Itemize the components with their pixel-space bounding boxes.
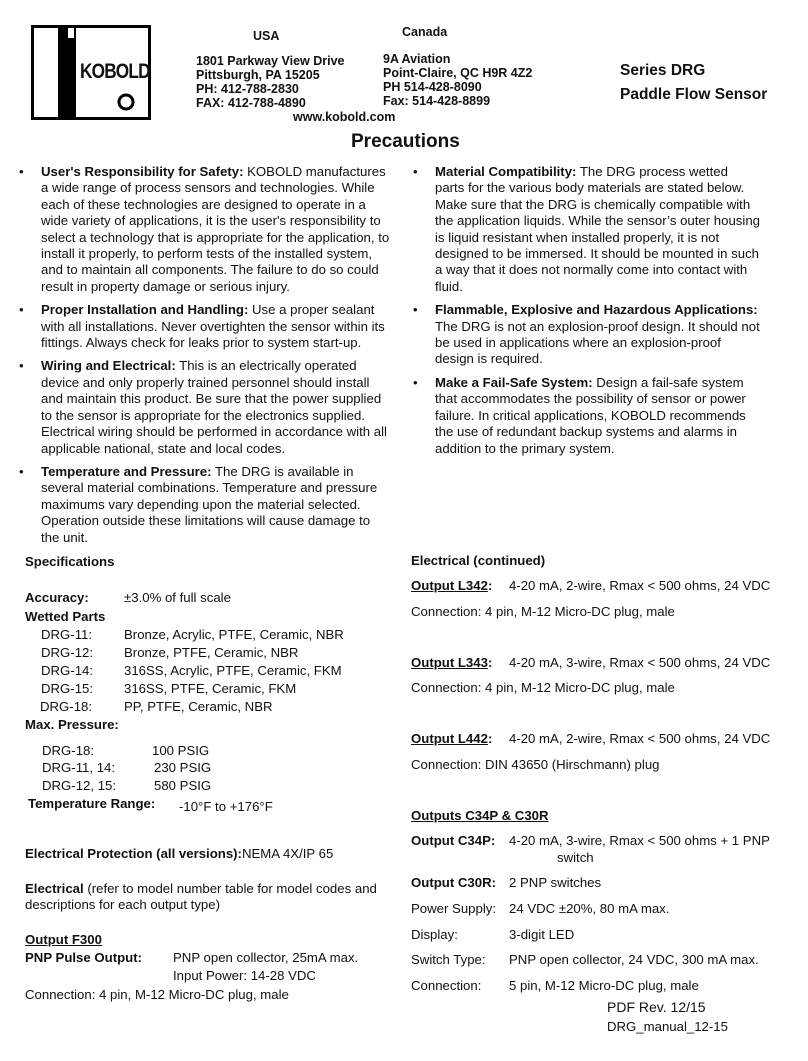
pnp-value-2: Input Power: 14-28 VDC bbox=[173, 968, 316, 983]
precaution-line bbox=[41, 246, 401, 262]
c30r-label: Output C30R: bbox=[411, 875, 496, 890]
c34p-value-2: switch bbox=[557, 850, 594, 865]
precaution-title: Make a Fail-Safe System: bbox=[435, 374, 593, 390]
precaution-text: each of these technologies are designed to operate in a bbox=[41, 196, 366, 212]
precaution-line bbox=[435, 424, 775, 440]
manual-id: DRG_manual_12-15 bbox=[607, 1019, 728, 1034]
wetted-materials: PP, PTFE, Ceramic, NBR bbox=[124, 699, 273, 714]
precaution-line bbox=[435, 375, 775, 391]
precaution-line bbox=[435, 230, 775, 246]
usa-address-line1: 1801 Parkway View Drive bbox=[196, 54, 345, 68]
precaution-text: wide variety of applications, it is the user's responsibility to bbox=[41, 213, 381, 229]
series-name: Series DRG bbox=[620, 62, 706, 79]
page-title: Precautions bbox=[351, 131, 460, 152]
precaution-line bbox=[435, 302, 775, 318]
precautions-right bbox=[413, 164, 775, 457]
precaution-text: that accommodates the possibility of sensor or power bbox=[435, 391, 746, 407]
canada-address-line1: 9A Aviation bbox=[383, 52, 451, 66]
website: www.kobold.com bbox=[293, 110, 396, 124]
precaution-text: maximums vary depending upon the material selected. bbox=[41, 496, 361, 512]
precaution-text: KOBOLD manufactures bbox=[243, 164, 386, 179]
precaution-text: device and only properly trained personnel should install bbox=[41, 374, 370, 390]
l442-value: 4-20 mA, 2-wire, Rmax < 500 ohms, 24 VDC bbox=[509, 731, 771, 746]
precaution-item bbox=[413, 164, 775, 295]
precaution-text: applicable national, state and local codes. bbox=[41, 440, 286, 456]
precaution-text: with all installations. Never overtighten the sensor within its bbox=[41, 318, 385, 334]
pressure-value: 230 PSIG bbox=[154, 760, 212, 775]
l342-label: Output L342 bbox=[411, 578, 488, 593]
output-l442 bbox=[411, 731, 492, 747]
switch-value: PNP open collector, 24 VDC, 300 mA max. bbox=[509, 952, 759, 967]
precaution-item bbox=[413, 302, 775, 368]
precaution-text: fittings. Always check for leaks prior to system start-up. bbox=[41, 335, 362, 351]
wetted-model: DRG-15: bbox=[41, 681, 94, 696]
precaution-line bbox=[435, 351, 775, 367]
precaution-text: the unit. bbox=[41, 529, 88, 545]
bullet-icon: • bbox=[413, 374, 418, 390]
output-l342 bbox=[411, 578, 492, 594]
power-value: 24 VDC ±20%, 80 mA max. bbox=[509, 901, 670, 916]
precaution-line bbox=[41, 375, 401, 391]
c34p-label: Output C34P: bbox=[411, 833, 496, 848]
precaution-line bbox=[41, 180, 401, 196]
outputs-c34p-heading: Outputs C34P & C30R bbox=[411, 808, 549, 823]
l343-value: 4-20 mA, 3-wire, Rmax < 500 ohms, 24 VDC bbox=[509, 655, 771, 670]
l442-colon: : bbox=[487, 731, 493, 746]
canada-address bbox=[383, 52, 532, 108]
usa-fax: FAX: 412-788-4890 bbox=[196, 96, 306, 110]
precaution-item bbox=[19, 358, 401, 456]
precaution-line bbox=[41, 262, 401, 278]
precaution-text: fluid. bbox=[435, 278, 463, 294]
precaution-line bbox=[41, 358, 401, 374]
precaution-line bbox=[435, 246, 775, 262]
canada-phone: PH 514-428-8090 bbox=[383, 80, 482, 94]
precaution-line bbox=[435, 262, 775, 278]
pnp-value-1: PNP open collector, 25mA max. bbox=[173, 950, 359, 965]
precaution-text: parts for the various body materials are stated below. bbox=[435, 180, 745, 196]
precaution-line bbox=[41, 164, 401, 180]
wetted-heading: Wetted Parts bbox=[25, 609, 106, 624]
wetted-materials: 316SS, PTFE, Ceramic, FKM bbox=[124, 681, 297, 696]
precaution-text: be used in applications where an explosion-proof bbox=[435, 335, 721, 351]
connection-label: Connection: bbox=[411, 978, 482, 993]
precaution-item bbox=[19, 302, 401, 351]
logo-text: KOBOLD bbox=[80, 60, 150, 83]
f300-connection: Connection: 4 pin, M-12 Micro-DC plug, male bbox=[25, 987, 289, 1002]
l342-connection: Connection: 4 pin, M-12 Micro-DC plug, male bbox=[411, 604, 675, 619]
bullet-icon: • bbox=[19, 164, 24, 179]
precaution-line bbox=[41, 213, 401, 229]
precaution-text: This is an electrically operated bbox=[175, 358, 357, 374]
precaution-text: the use of redundant backup systems and alarms in bbox=[435, 424, 738, 440]
c30r-value: 2 PNP switches bbox=[509, 875, 602, 890]
precaution-text: a wide range of process sensors and technologies. While bbox=[41, 180, 375, 196]
wetted-model: DRG-14: bbox=[41, 663, 94, 678]
precaution-item bbox=[413, 374, 775, 457]
temp-label: Temperature Range: bbox=[28, 796, 156, 811]
precaution-text: select a technology that is appropriate for the application, to bbox=[41, 229, 390, 245]
display-label: Display: bbox=[411, 927, 458, 942]
wetted-materials: 316SS, Acrylic, PTFE, Ceramic, FKM bbox=[124, 663, 342, 678]
bullet-icon: • bbox=[413, 164, 418, 179]
wetted-model: DRG-12: bbox=[41, 645, 94, 660]
output-l343 bbox=[411, 655, 492, 671]
protection-line bbox=[25, 846, 333, 862]
electrical-label: Electrical bbox=[25, 881, 84, 896]
pressure-heading: Max. Pressure: bbox=[25, 717, 119, 732]
precaution-line bbox=[435, 335, 775, 351]
precaution-text: the application liquids. While the sensor’s outer housing bbox=[435, 213, 760, 229]
bullet-icon: • bbox=[19, 463, 24, 479]
precaution-text: several material combinations. Temperature and pressure bbox=[41, 480, 378, 496]
l442-label: Output L442 bbox=[411, 731, 488, 746]
precaution-text: and maintain this product. Be sure that the power supplied bbox=[41, 391, 382, 407]
precaution-text: a way that it does not normally come into contact with bbox=[435, 262, 748, 278]
l342-colon: : bbox=[487, 578, 493, 593]
connection-value: 5 pin, M-12 Micro-DC plug, male bbox=[509, 978, 699, 993]
precaution-line bbox=[41, 391, 401, 407]
switch-label: Switch Type: bbox=[411, 952, 486, 967]
usa-address-line2: Pittsburgh, PA 15205 bbox=[196, 68, 320, 82]
precaution-item bbox=[19, 463, 401, 546]
c34p-value-1: 4-20 mA, 3-wire, Rmax < 500 ohms + 1 PNP bbox=[509, 833, 770, 848]
precaution-text: Make sure that the DRG is chemically compatible with bbox=[435, 196, 751, 212]
precaution-text: The DRG is available in bbox=[211, 463, 354, 479]
specs-heading: Specifications bbox=[25, 554, 115, 569]
precaution-text: failure. In critical applications, KOBOLD recommends bbox=[435, 407, 746, 423]
bullet-icon: • bbox=[19, 358, 24, 374]
kobold-logo bbox=[31, 25, 151, 120]
pressure-model: DRG-12, 15: bbox=[42, 778, 117, 793]
display-value: 3-digit LED bbox=[509, 927, 575, 942]
bullet-icon: • bbox=[413, 302, 418, 318]
pressure-value: 580 PSIG bbox=[154, 778, 212, 793]
precaution-line bbox=[41, 441, 401, 457]
l343-colon: : bbox=[487, 655, 493, 670]
accuracy-label: Accuracy: bbox=[25, 590, 89, 605]
canada-address-line2: Point-Claire, QC H9R 4Z2 bbox=[383, 66, 533, 80]
precaution-title: Wiring and Electrical: bbox=[41, 358, 176, 374]
usa-phone: PH: 412-788-2830 bbox=[196, 82, 299, 96]
precaution-text: The DRG is not an explosion-proof design. It should not bbox=[435, 318, 760, 334]
precaution-line bbox=[41, 513, 401, 529]
canada-label: Canada bbox=[402, 25, 448, 39]
precaution-text: install it properly, to perform tests of the installed system, bbox=[41, 246, 373, 262]
l343-label: Output L343 bbox=[411, 655, 488, 670]
wetted-model: DRG-18: bbox=[40, 699, 93, 714]
precaution-title: Temperature and Pressure: bbox=[41, 463, 212, 479]
precaution-text: Design a fail-safe system bbox=[592, 374, 744, 390]
precaution-line bbox=[435, 408, 775, 424]
precaution-line bbox=[435, 213, 775, 229]
protection-value: NEMA 4X/IP 65 bbox=[241, 846, 334, 861]
precaution-line bbox=[435, 279, 775, 295]
wetted-model: DRG-11: bbox=[41, 627, 93, 642]
precaution-text: Electrical wiring should be performed in accordance with all bbox=[41, 424, 387, 440]
precaution-title: User's Responsibility for Safety: bbox=[41, 164, 244, 179]
bullet-icon: • bbox=[19, 302, 24, 318]
precaution-text: design is required. bbox=[435, 351, 543, 367]
precaution-line bbox=[41, 424, 401, 440]
precaution-text: Use a proper sealant bbox=[248, 302, 375, 318]
l342-value: 4-20 mA, 2-wire, Rmax < 500 ohms, 24 VDC bbox=[509, 578, 771, 593]
precaution-line bbox=[41, 530, 401, 546]
output-f300-heading: Output F300 bbox=[25, 932, 102, 947]
wetted-materials: Bronze, PTFE, Ceramic, NBR bbox=[124, 645, 299, 660]
precaution-text: result in property damage or serious injury. bbox=[41, 278, 290, 294]
precaution-line bbox=[41, 497, 401, 513]
usa-label: USA bbox=[253, 29, 280, 43]
precaution-line bbox=[41, 197, 401, 213]
precaution-text: to the sensor is appropriate for the electronics supplied. bbox=[41, 407, 366, 423]
precaution-text: addition to the primary system. bbox=[435, 440, 615, 456]
l343-connection: Connection: 4 pin, M-12 Micro-DC plug, male bbox=[411, 680, 675, 695]
l442-connection: Connection: DIN 43650 (Hirschmann) plug bbox=[411, 757, 660, 772]
wetted-materials: Bronze, Acrylic, PTFE, Ceramic, NBR bbox=[124, 627, 344, 642]
revision: PDF Rev. 12/15 bbox=[607, 999, 706, 1015]
protection-label: Electrical Protection (all versions): bbox=[25, 846, 242, 861]
precaution-line bbox=[41, 408, 401, 424]
precaution-line bbox=[41, 480, 401, 496]
precaution-line bbox=[435, 441, 775, 457]
power-label: Power Supply: bbox=[411, 901, 497, 916]
precaution-line bbox=[41, 335, 401, 351]
precaution-line bbox=[41, 230, 401, 246]
precaution-text: is liquid resistant when installed properly, it is not bbox=[435, 229, 720, 245]
precaution-text: designed to be immersed. It should be mounted in such bbox=[435, 246, 760, 262]
accuracy-value: ±3.0% of full scale bbox=[124, 590, 231, 605]
pressure-model: DRG-11, 14: bbox=[42, 760, 116, 775]
electrical-text-2: descriptions for each output type) bbox=[25, 897, 220, 912]
precaution-line bbox=[435, 319, 775, 335]
precaution-line bbox=[41, 319, 401, 335]
electrical-text-1: (refer to model number table for model codes and bbox=[83, 881, 377, 896]
electrical-cont-heading: Electrical (continued) bbox=[411, 553, 546, 568]
precautions-left bbox=[19, 164, 401, 546]
precaution-line bbox=[435, 180, 775, 196]
precaution-line bbox=[435, 391, 775, 407]
precaution-text: The DRG process wetted bbox=[576, 164, 728, 179]
precaution-text: and to maintain all components. The failure to do so could bbox=[41, 262, 379, 278]
precaution-line bbox=[435, 197, 775, 213]
precaution-title: Proper Installation and Handling: bbox=[41, 302, 249, 318]
precaution-item bbox=[19, 164, 401, 295]
electrical-note bbox=[25, 881, 377, 913]
precaution-title: Flammable, Explosive and Hazardous Applications: bbox=[435, 302, 758, 318]
temp-value: -10°F to +176°F bbox=[179, 799, 273, 814]
precaution-title: Material Compatibility: bbox=[435, 164, 577, 179]
precaution-line bbox=[41, 302, 401, 318]
precaution-line bbox=[41, 279, 401, 295]
precaution-line bbox=[435, 164, 775, 180]
pressure-value: 100 PSIG bbox=[152, 743, 210, 758]
usa-address bbox=[196, 54, 345, 110]
canada-fax: Fax: 514-428-8899 bbox=[383, 94, 491, 108]
precaution-text: Operation outside these limitations will cause damage to bbox=[41, 513, 371, 529]
pnp-label: PNP Pulse Output: bbox=[25, 950, 142, 965]
product-name: Paddle Flow Sensor bbox=[620, 86, 768, 103]
pressure-model: DRG-18: bbox=[42, 743, 95, 758]
precaution-line bbox=[41, 464, 401, 480]
